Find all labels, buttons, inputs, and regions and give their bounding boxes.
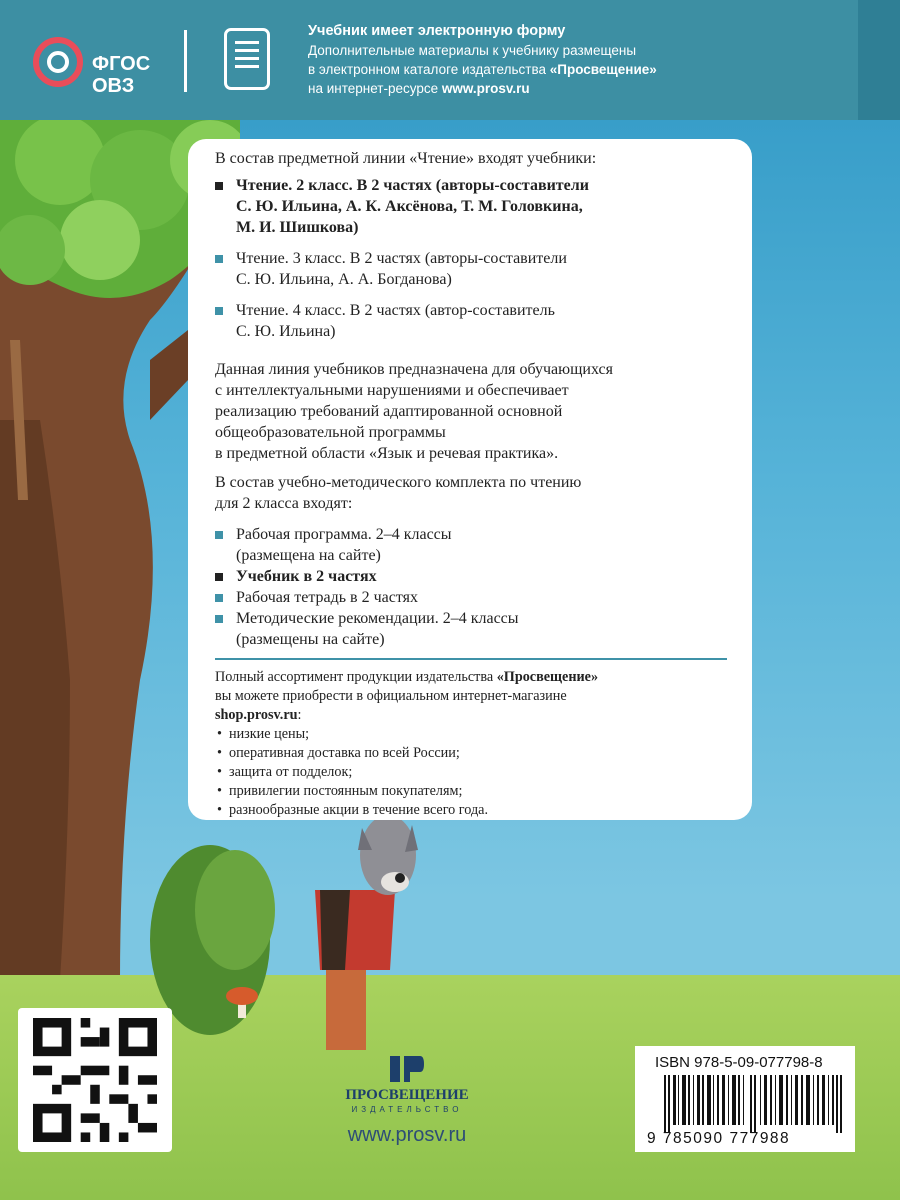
shop-info (215, 668, 735, 820)
subject-line-intro: В состав предметной линии «Чтение» входят учебники: (215, 150, 597, 167)
book-item-grade4: Чтение. 4 класс. В 2 частях (автор-составитель С. Ю. Ильина) (215, 300, 735, 342)
kit-intro: В состав учебно-методического комплекта по чтению для 2 класса входят: (215, 474, 582, 512)
electronic-form-title: Учебник имеет электронную форму (308, 23, 566, 39)
benefit-item: • низкие цены; (217, 726, 310, 742)
bullet-icon (215, 255, 223, 263)
line-description: Данная линия учебников предназначена для обучающихся с интеллектуальными нарушениями и обеспечивает реализацию требований адаптированной основной общеобразовательной программы в предметной области «Язык и речевая практика». (215, 361, 613, 462)
isbn-label: ISBN 978-5-09-077798-8 (655, 1054, 823, 1071)
publisher-url[interactable]: www.prosv.ru (347, 1124, 467, 1146)
publisher-name: ПРОСВЕЩЕНИЕ (345, 1087, 469, 1103)
electronic-form-text (308, 22, 657, 98)
wolf-illustration (150, 820, 420, 1070)
kit-item-textbook: Учебник в 2 частях (215, 566, 735, 587)
shop-line-1: Полный ассортимент продукции издательства «Просвещение» (215, 669, 599, 685)
fgos-logo-inner-icon (47, 51, 69, 73)
kit-item-program: Рабочая программа. 2–4 классы (размещена на сайте) (215, 524, 735, 566)
isbn-digits: 9 785090 777988 (647, 1130, 791, 1147)
book-item-grade3: Чтение. 3 класс. В 2 частях (авторы-составители С. Ю. Ильина, А. А. Богданова) (215, 248, 735, 290)
benefit-item: • разнообразные акции в течение всего года. (217, 802, 489, 818)
resource-line: на интернет-ресурсе www.prosv.ru (308, 81, 530, 96)
bullet-icon (215, 573, 223, 581)
info-panel-text (215, 148, 735, 820)
fgos-text: ФГОС (92, 53, 151, 75)
publisher-subtitle: ИЗДАТЕЛЬСТВО (351, 1105, 463, 1114)
materials-line: Дополнительные материалы к учебнику размещены (308, 43, 637, 58)
bullet-icon (215, 531, 223, 539)
barcode-icon (664, 1075, 850, 1133)
bullet-icon (215, 615, 223, 623)
bullet-icon (215, 594, 223, 602)
fgos-ovz-label (92, 53, 150, 97)
kit-item-recommendations: Методические рекомендации. 2–4 классы (размещены на сайте) (215, 608, 735, 650)
banner-edge (858, 0, 900, 120)
qr-code-icon[interactable] (30, 1018, 160, 1142)
catalog-line: в электронном каталоге издательства «Просвещение» (308, 62, 657, 77)
bullet-icon (215, 182, 223, 190)
bullet-icon (215, 307, 223, 315)
benefit-item: • защита от подделок; (217, 764, 353, 780)
book-item-grade2: Чтение. 2 класс. В 2 частях (авторы-составители С. Ю. Ильина, А. К. Аксёнова, Т. М. Головкина, М. И. Шишкова) (215, 175, 735, 238)
tablet-icon (224, 28, 270, 90)
shop-line-2: вы можете приобрести в официальном интернет-магазине (215, 688, 567, 704)
panel-divider (215, 658, 727, 660)
kit-item-workbook: Рабочая тетрадь в 2 частях (215, 587, 735, 608)
benefit-item: • привилегии постоянным покупателям; (217, 783, 463, 799)
shop-link[interactable]: shop.prosv.ru: (215, 707, 302, 723)
publisher-logo-icon (386, 1052, 426, 1086)
ovz-text: ОВЗ (92, 75, 135, 97)
header-divider (184, 30, 187, 92)
benefit-item: • оперативная доставка по всей России; (217, 745, 460, 761)
